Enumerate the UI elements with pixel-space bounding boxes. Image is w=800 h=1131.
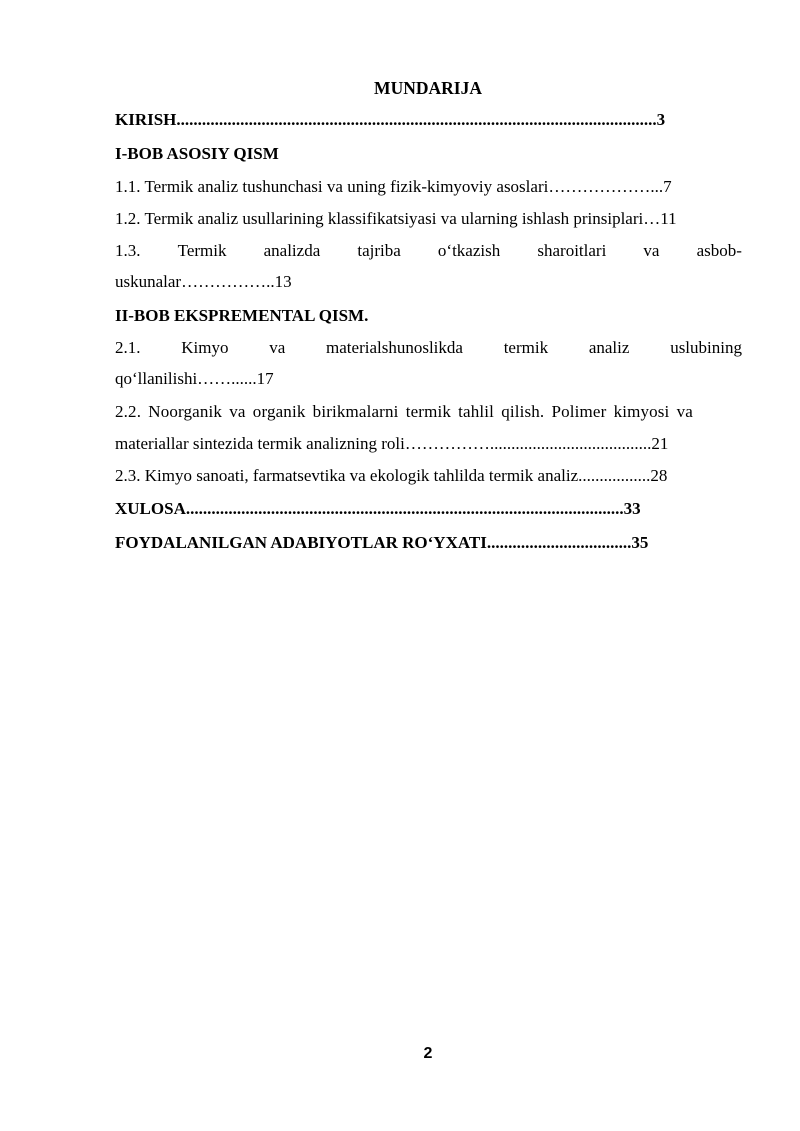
word: va xyxy=(643,241,660,260)
word: asbob- xyxy=(696,241,742,260)
page-number: 2 xyxy=(423,1045,433,1062)
toc-entry-1-3-line1 xyxy=(115,241,742,261)
toc-entry-1-1: 1.1. Termik analiz tushunchasi va uning fizik-kimyoviy asoslari………………...7 xyxy=(115,177,672,196)
toc-title: MUNDARIJA xyxy=(374,78,482,98)
toc-entry-2-2-line2: materiallar sintezida termik analizning roli……………......................................21 xyxy=(115,434,669,453)
word: Kimyo xyxy=(181,338,229,357)
word: o‘tkazish xyxy=(437,241,501,260)
word: tajriba xyxy=(357,241,401,260)
word: 2.1. xyxy=(115,338,141,357)
word: sharoitlari xyxy=(537,241,607,260)
word: analizda xyxy=(263,241,321,260)
toc-entry-1-2: 1.2. Termik analiz usullarining klassifikatsiyasi va ularning ishlash prinsiplari…11 xyxy=(115,209,677,228)
toc-entry-chapter-1: I-BOB ASOSIY QISM xyxy=(115,144,279,163)
toc-entry-xulosa: XULOSA.......................................................................................................33 xyxy=(115,499,641,518)
toc-entry-2-1-line2: qo‘llanilishi……......17 xyxy=(115,369,274,388)
word: Termik xyxy=(177,241,227,260)
word: uslubining xyxy=(670,338,742,357)
toc-entry-bibliography: FOYDALANILGAN ADABIYOTLAR RO‘YXATI..................................35 xyxy=(115,533,649,552)
word: materialshunoslikda xyxy=(326,338,463,357)
toc-entry-2-3: 2.3. Kimyo sanoati, farmatsevtika va ekologik tahlilda termik analiz.................28 xyxy=(115,466,668,485)
toc-entry-2-2-line1: 2.2. Noorganik va organik birikmalarni termik tahlil qilish. Polimer kimyosi va xyxy=(115,402,693,421)
word: va xyxy=(269,338,286,357)
word: analiz xyxy=(588,338,630,357)
toc-entry-kirish: KIRISH.................................................................................................................3 xyxy=(115,110,666,129)
word: 1.3. xyxy=(115,241,141,260)
toc-entry-chapter-2: II-BOB EKSPREMENTAL QISM. xyxy=(115,306,369,325)
word: termik xyxy=(503,338,549,357)
toc-entry-2-1-line1 xyxy=(115,338,742,358)
toc-entry-1-3-line2: uskunalar……………..13 xyxy=(115,272,292,291)
